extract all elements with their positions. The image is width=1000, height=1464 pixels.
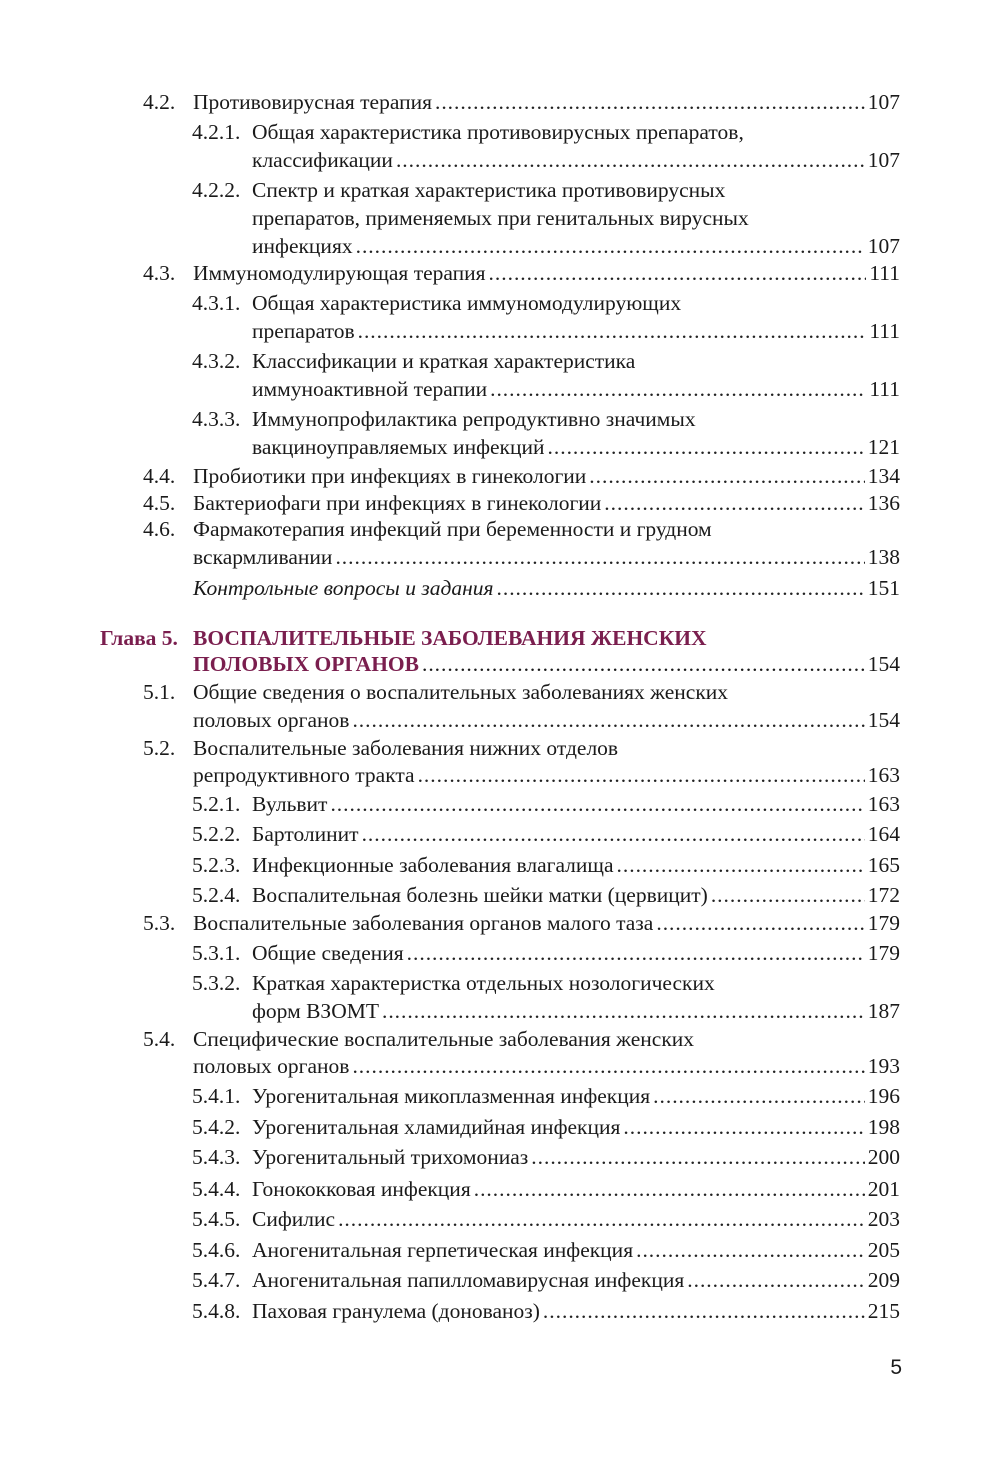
toc-entry-line[interactable] (193, 260, 900, 286)
toc-entry-title: вскармливании (193, 545, 333, 569)
toc-entry-title: форм ВЗОМТ (252, 999, 379, 1023)
toc-entry-line[interactable] (193, 762, 900, 788)
dot-leader (604, 490, 864, 516)
dot-leader (362, 821, 865, 847)
toc-page-number: 163 (867, 792, 900, 816)
section-number: 4.2. (143, 90, 176, 114)
section-number: 5.4.4. (192, 1177, 241, 1201)
dot-leader (711, 882, 865, 908)
toc-entry-title: ВОСПАЛИТЕЛЬНЫЕ ЗАБОЛЕВАНИЯ ЖЕНСКИХ (193, 626, 707, 650)
section-number: 5.4.7. (192, 1268, 241, 1292)
toc-entry-title: препаратов (252, 319, 355, 343)
toc-entry-title: Инфекционные заболевания влагалища (252, 853, 614, 877)
toc-entry-line-continued[interactable] (252, 348, 635, 374)
section-number: 5.2.4. (192, 883, 241, 907)
toc-entry-title: Иммунопрофилактика репродуктивно значимых (252, 407, 696, 431)
section-number: 4.5. (143, 491, 176, 515)
toc-page-number: 163 (867, 763, 900, 787)
toc-page-number: 111 (869, 261, 900, 285)
dot-leader (418, 762, 865, 788)
toc-entry-title: Общие сведения о воспалительных заболеваниях женских (193, 680, 729, 704)
toc-entry-line-continued[interactable] (252, 177, 725, 203)
toc-entry-line-continued[interactable] (252, 290, 681, 316)
toc-entry-line[interactable] (252, 376, 900, 402)
dot-leader (358, 318, 867, 344)
toc-entry-title: Урогенитальная микоплазменная инфекция (252, 1084, 651, 1108)
toc-entry-title: Вульвит (252, 792, 328, 816)
toc-page-number: 200 (867, 1145, 900, 1169)
toc-entry-title: Пробиотики при инфекциях в гинекологии (193, 464, 587, 488)
toc-page-number: 111 (869, 319, 900, 343)
toc-page-number: 179 (867, 911, 900, 935)
dot-leader (636, 1237, 865, 1263)
toc-page-number: 154 (867, 652, 900, 676)
toc-entry-line[interactable] (252, 852, 900, 878)
dot-leader (407, 940, 865, 966)
section-number: 4.3.3. (192, 407, 241, 431)
toc-entry-title: репродуктивного тракта (193, 763, 415, 787)
section-number: 5.3. (143, 911, 176, 935)
toc-entry-title: Спектр и краткая характеристика противовирусных (252, 178, 726, 202)
toc-entry-title: Урогенитальная хламидийная инфекция (252, 1115, 621, 1139)
dot-leader (497, 575, 865, 601)
toc-page-number: 209 (867, 1268, 900, 1292)
toc-entry-title: половых органов (193, 1054, 350, 1078)
dot-leader (623, 1114, 864, 1140)
dot-leader (356, 233, 865, 259)
toc-entry-line[interactable] (252, 791, 900, 817)
section-number: 4.3. (143, 261, 176, 285)
toc-page-number: 151 (867, 576, 900, 600)
toc-entry-line-continued[interactable] (193, 679, 728, 705)
toc-entry-line[interactable] (252, 1176, 900, 1202)
toc-entry-line-continued[interactable] (252, 119, 744, 145)
toc-entry-line[interactable] (193, 707, 900, 733)
dot-leader (422, 651, 865, 677)
toc-entry-title: Аногенитальная герпетическая инфекция (252, 1238, 634, 1262)
toc-entry-title: Воспалительные заболевания органов малого таза (193, 911, 654, 935)
toc-page-number: 134 (867, 464, 900, 488)
toc-entry-title: Иммуномодулирующая терапия (193, 261, 486, 285)
toc-entry-title: Бартолинит (252, 822, 359, 846)
toc-entry-line-continued[interactable] (193, 516, 712, 542)
toc-entry-line[interactable] (193, 544, 900, 570)
toc-page-number: 203 (867, 1207, 900, 1231)
toc-entry-title: Паховая гранулема (донованоз) (252, 1299, 540, 1323)
section-number: 5.4.2. (192, 1115, 241, 1139)
toc-entry-title: иммуноактивной терапии (252, 377, 488, 401)
chapter-number: Глава 5. (100, 626, 178, 650)
section-number: 5.2. (143, 736, 176, 760)
dot-leader (687, 1267, 865, 1293)
toc-entry-title: Аногенитальная папилломавирусная инфекция (252, 1268, 685, 1292)
toc-page-number: 179 (867, 941, 900, 965)
section-number: 4.3.1. (192, 291, 241, 315)
section-number: 5.4. (143, 1027, 176, 1051)
section-number: 4.3.2. (192, 349, 241, 373)
dot-leader (352, 707, 864, 733)
dot-leader (396, 147, 865, 173)
toc-entry-line[interactable] (252, 147, 900, 173)
toc-entry-title: Краткая характеристка отдельных нозологических (252, 971, 715, 995)
toc-page-number: 196 (867, 1084, 900, 1108)
toc-entry-title: ПОЛОВЫХ ОРГАНОВ (193, 652, 419, 676)
section-number: 5.3.2. (192, 971, 241, 995)
toc-entry-title: инфекциях (252, 234, 353, 258)
toc-page-number: 198 (867, 1115, 900, 1139)
toc-entry-line[interactable] (252, 233, 900, 259)
toc-entry-title: Противовирусная терапия (193, 90, 432, 114)
toc-entry-line-continued[interactable] (252, 970, 715, 996)
toc-entry-title: Контрольные вопросы и задания (193, 576, 494, 600)
dot-leader (653, 1083, 865, 1109)
toc-entry-line[interactable] (252, 318, 900, 344)
toc-entry-title: Общая характеристика иммуномодулирующих (252, 291, 682, 315)
toc-entry-line-continued[interactable] (252, 406, 696, 432)
toc-entry-title: Воспалительная болезнь шейки матки (цервицит) (252, 883, 708, 907)
section-number: 4.4. (143, 464, 176, 488)
toc-entry-line[interactable] (252, 998, 900, 1024)
section-number: 5.3.1. (192, 941, 241, 965)
toc-entry-title: Классификации и краткая характеристика (252, 349, 636, 373)
toc-page-number: 193 (867, 1054, 900, 1078)
toc-entry-title: Общие сведения (252, 941, 404, 965)
toc-entry-line[interactable] (252, 1206, 900, 1232)
dot-leader (543, 1298, 865, 1324)
section-number: 5.2.2. (192, 822, 241, 846)
toc-entry-line-continued[interactable] (193, 735, 618, 761)
toc-entry-line[interactable] (193, 89, 900, 115)
section-number: 5.4.1. (192, 1084, 241, 1108)
toc-page-number: 215 (867, 1299, 900, 1323)
toc-entry-title: Воспалительные заболевания нижних отделов (193, 736, 619, 760)
toc-page-number: 107 (867, 234, 900, 258)
dot-leader (490, 376, 866, 402)
toc-entry-title: Специфические воспалительные заболевания женских (193, 1027, 695, 1051)
toc-entry-line[interactable] (252, 1267, 900, 1293)
toc-entry-line[interactable] (193, 651, 900, 677)
toc-entry-title: вакциноуправляемых инфекций (252, 435, 545, 459)
dot-leader (435, 89, 865, 115)
toc-entry-line[interactable] (193, 575, 900, 601)
dot-leader (589, 463, 864, 489)
page-number: 5 (890, 1356, 902, 1379)
toc-entry-line[interactable] (193, 463, 900, 489)
toc-page-number: 154 (867, 708, 900, 732)
dot-leader (548, 434, 865, 460)
toc-entry-title: Урогенитальный трихомониаз (252, 1145, 529, 1169)
toc-page-number: 165 (867, 853, 900, 877)
section-number: 4.6. (143, 517, 176, 541)
toc-page-number: 187 (867, 999, 900, 1023)
toc-entry-title: классификации (252, 148, 393, 172)
toc-entry-line-continued[interactable] (193, 625, 707, 651)
dot-leader (474, 1176, 865, 1202)
section-number: 5.4.6. (192, 1238, 241, 1262)
section-number: 5.2.3. (192, 853, 241, 877)
toc-page-number: 205 (867, 1238, 900, 1262)
toc-entry-line-continued[interactable] (252, 205, 749, 231)
toc-entry-line[interactable] (252, 940, 900, 966)
toc-entry-line-continued[interactable] (193, 1026, 694, 1052)
toc-entry-title: Фармакотерапия инфекций при беременности и грудном (193, 517, 712, 541)
toc-page-number: 172 (867, 883, 900, 907)
toc-entry-title: половых органов (193, 708, 350, 732)
dot-leader (335, 544, 864, 570)
toc-page-number: 138 (867, 545, 900, 569)
section-number: 4.2.2. (192, 178, 241, 202)
toc-entry-line[interactable] (252, 882, 900, 908)
section-number: 5.4.5. (192, 1207, 241, 1231)
toc-entry-line[interactable] (252, 1237, 900, 1263)
toc-entry-line[interactable] (252, 1114, 900, 1140)
toc-entry-line[interactable] (252, 1298, 900, 1324)
section-number: 5.2.1. (192, 792, 241, 816)
section-number: 5.4.8. (192, 1299, 241, 1323)
section-number: 5.4.3. (192, 1145, 241, 1169)
toc-entry-title: Сифилис (252, 1207, 336, 1231)
dot-leader (338, 1206, 865, 1232)
dot-leader (382, 998, 865, 1024)
toc-entry-line[interactable] (193, 1053, 900, 1079)
toc-page-number: 121 (867, 435, 900, 459)
section-number: 5.1. (143, 680, 176, 704)
toc-entry-title: препаратов, применяемых при генитальных вирусных (252, 206, 749, 230)
toc-entry-line[interactable] (252, 434, 900, 460)
toc-entry-line[interactable] (193, 910, 900, 936)
toc-entry-line[interactable] (252, 1083, 900, 1109)
dot-leader (352, 1053, 864, 1079)
toc-page-number: 164 (867, 822, 900, 846)
toc-page-number: 107 (867, 148, 900, 172)
toc-entry-line[interactable] (252, 1144, 900, 1170)
dot-leader (617, 852, 865, 878)
toc-page-number: 201 (867, 1177, 900, 1201)
dot-leader (531, 1144, 864, 1170)
dot-leader (656, 910, 864, 936)
toc-page-number: 111 (869, 377, 900, 401)
toc-entry-title: Бактериофаги при инфекциях в гинекологии (193, 491, 602, 515)
toc-entry-title: Гонококковая инфекция (252, 1177, 471, 1201)
toc-page-number: 136 (867, 491, 900, 515)
dot-leader (330, 791, 864, 817)
toc-entry-line[interactable] (193, 490, 900, 516)
toc-entry-title: Общая характеристика противовирусных препаратов, (252, 120, 744, 144)
toc-page-number: 107 (867, 90, 900, 114)
dot-leader (489, 260, 867, 286)
toc-entry-line[interactable] (252, 821, 900, 847)
section-number: 4.2.1. (192, 120, 241, 144)
